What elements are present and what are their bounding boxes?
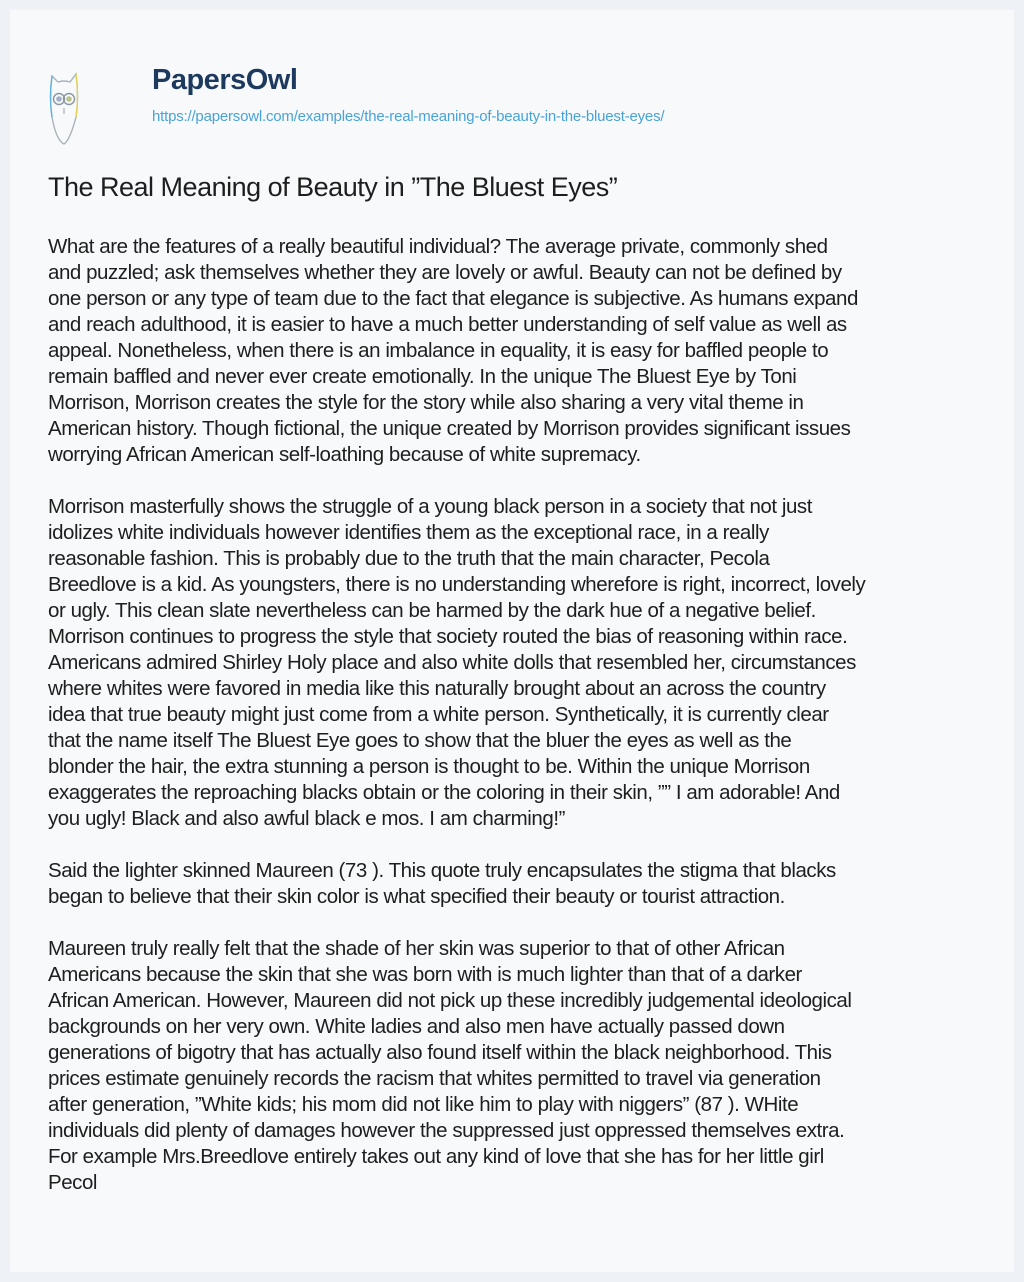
paragraph-line: idea that true beauty might just come from a white person. Synthetically, it is currently clear [48,703,829,726]
paragraph-line: and reach adulthood, it is easier to have a much better understanding of self value as well as [48,313,847,336]
page-url-link[interactable]: https://papersowl.com/examples/the-real-meaning-of-beauty-in-the-bluest-eyes/ [152,108,665,125]
paragraph-line: For example Mrs.Breedlove entirely takes out any kind of love that she has for her little girl [48,1145,824,1168]
paragraph-line: Morrison, Morrison creates the style for the story while also sharing a very vital theme in [48,391,804,414]
essay-body [48,234,988,1222]
paragraph-line: or ugly. This clean slate nevertheless can be harmed by the dark hue of a negative belief. [48,599,816,622]
paragraph-line: blonder the hair, the extra stunning a person is thought to be. Within the unique Morrison [48,755,810,778]
paragraph-line: backgrounds on her very own. White ladies and also men have actually passed down [48,1015,785,1038]
paragraph-line: that the name itself The Bluest Eye goes to show that the bluer the eyes as well as the [48,729,792,752]
owl-logo-icon [48,62,80,148]
paragraph-line: Americans because the skin that she was born with is much lighter than that of a darker [48,963,802,986]
page-title: The Real Meaning of Beauty in ”The Bluest Eyes” [48,172,618,202]
essay-paragraph [48,936,988,1196]
paragraph-line: Morrison masterfully shows the struggle of a young black person in a society that not just [48,495,812,518]
essay-paragraph [48,494,988,832]
paragraph-line: exaggerates the reproaching blacks obtain or the coloring in their skin, ”” I am adorable! And [48,781,840,804]
paragraph-line: Morrison continues to progress the style that society routed the bias of reasoning within race. [48,625,848,648]
paragraph-line: generations of bigotry that has actually also found itself within the black neighborhood. This [48,1041,832,1064]
paragraph-line: you ugly! Black and also awful black e mos. I am charming!” [48,807,565,830]
paragraph-line: one person or any type of team due to the fact that elegance is subjective. As humans expand [48,287,858,310]
paragraph-line: Said the lighter skinned Maureen (73 ). This quote truly encapsulates the stigma that blacks [48,859,836,882]
paragraph-line: and puzzled; ask themselves whether they are lovely or awful. Beauty can not be defined by [48,261,842,284]
paragraph-line: worrying African American self-loathing because of white supremacy. [48,443,641,466]
paragraph-line: Americans admired Shirley Holy place and also white dolls that resembled her, circumstances [48,651,856,674]
paragraph-line: after generation, ”White kids; his mom did not like him to play with niggers” (87 ). WHite [48,1093,799,1116]
brand-name[interactable]: PapersOwl [152,64,298,96]
paragraph-line: African American. However, Maureen did not pick up these incredibly judgemental ideological [48,989,852,1012]
essay-paragraph [48,234,988,468]
paragraph-line: where whites were favored in media like this naturally brought about an across the country [48,677,826,700]
paragraph-line: individuals did plenty of damages however the suppressed just oppressed themselves extra. [48,1119,845,1142]
paragraph-line: idolizes white individuals however identifies them as the exceptional race, in a really [48,521,769,544]
paragraph-line: appeal. Nonetheless, when there is an imbalance in equality, it is easy for baffled people to [48,339,829,362]
paragraph-line: What are the features of a really beautiful individual? The average private, commonly shed [48,235,828,258]
paragraph-line: Maureen truly really felt that the shade of her skin was superior to that of other African [48,937,785,960]
paragraph-line: reasonable fashion. This is probably due to the truth that the main character, Pecola [48,547,770,570]
essay-paragraph [48,858,988,910]
paragraph-line: began to believe that their skin color is what specified their beauty or tourist attraction. [48,885,785,908]
paragraph-line: remain baffled and never ever create emotionally. In the unique The Bluest Eye by Toni [48,365,797,388]
paragraph-line: American history. Though fictional, the unique created by Morrison provides significant issues [48,417,851,440]
paragraph-line: Breedlove is a kid. As youngsters, there is no understanding wherefore is right, incorrect, lovely [48,573,866,596]
paragraph-line: prices estimate genuinely records the racism that whites permitted to travel via generation [48,1067,821,1090]
paragraph-line: Pecol [48,1171,98,1194]
